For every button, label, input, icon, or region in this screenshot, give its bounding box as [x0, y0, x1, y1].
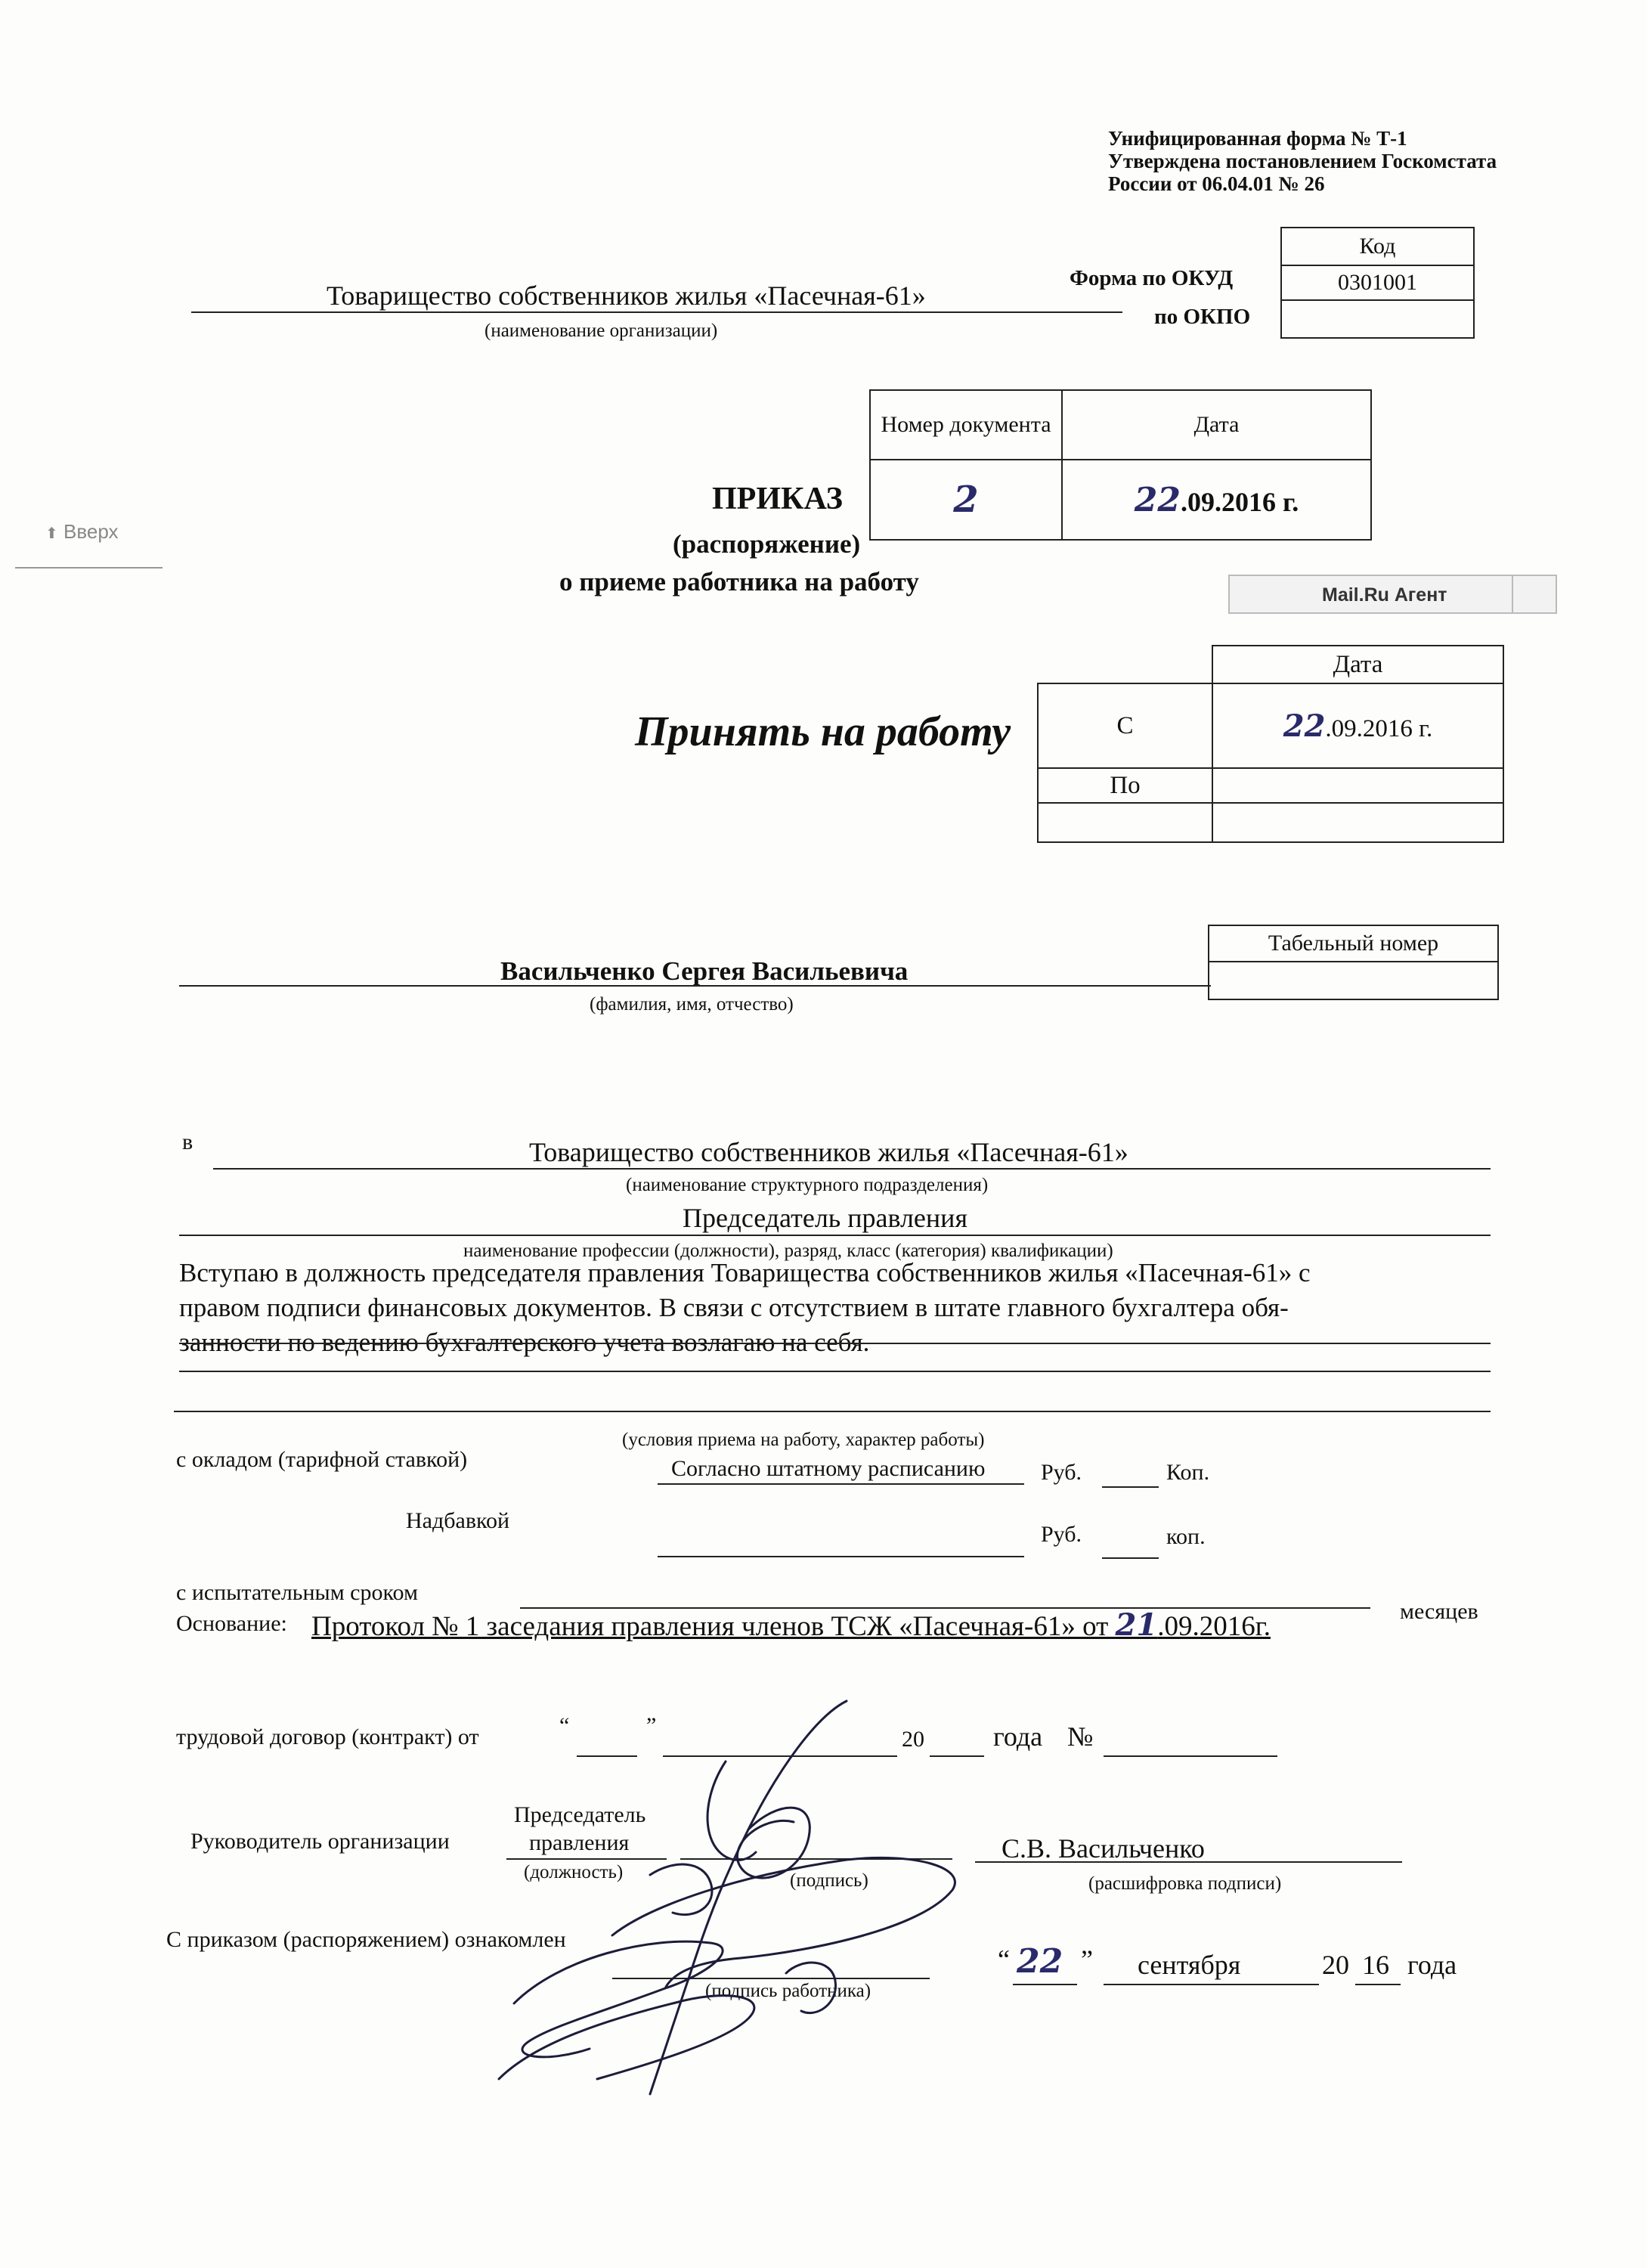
acknowledge-month-line [1104, 1984, 1319, 1985]
hire-date-header: Дата [1212, 646, 1503, 683]
head-label: Руководитель организации [190, 1829, 450, 1854]
hire-to-label: По [1038, 768, 1212, 803]
contract-number-sign: № [1067, 1721, 1094, 1752]
order-subtitle: (распоряжение) [673, 529, 861, 559]
bonus-label: Надбавкой [406, 1508, 510, 1533]
doc-number-header: Номер документа [870, 390, 1062, 460]
employee-name: Васильченко Сергея Васильевича [500, 956, 909, 986]
conditions-line-a [179, 1343, 1491, 1344]
bonus-kop-line [1102, 1557, 1159, 1559]
head-position-1: Председатель [514, 1802, 646, 1827]
conditions-line-1: Вступаю в должность председателя правления Товарищества собственников жилья «Пасечная-61» с [179, 1258, 1311, 1287]
acknowledge-year: 16 [1362, 1950, 1389, 1980]
acknowledge-close-quote: ” [1081, 1944, 1093, 1975]
form-header: Унифицированная форма № Т-1 Утверждена постановлением Госкомстата России от 06.04.01 № 26 [1108, 127, 1497, 195]
basis-label: Основание: [176, 1611, 287, 1636]
contract-number-line [1104, 1755, 1277, 1757]
conditions-line-c [174, 1411, 1491, 1412]
salary-line [658, 1483, 1024, 1485]
basis-text: Протокол № 1 заседания правления членов ТСЖ «Пасечная-61» от 21.09.2016г. [311, 1607, 1271, 1643]
contract-century: 20 [902, 1727, 924, 1752]
department-line [213, 1168, 1491, 1170]
signature-scribble [423, 1686, 1043, 2109]
acknowledge-month: сентября [1138, 1950, 1241, 1980]
arrow-up-icon: ⬆ [45, 525, 58, 542]
conditions-line-3: занности по ведению бухгалтерского учета возлагаю на себя. [179, 1328, 870, 1357]
probation-label: с испытательным сроком [176, 1580, 418, 1605]
department-caption: (наименование структурного подразделения) [626, 1175, 989, 1195]
hire-from-label: С [1038, 683, 1212, 768]
hire-label: Принять на работу [635, 708, 1011, 755]
position-caption: наименование профессии (должности), разряд, класс (категория) квалификации) [463, 1241, 1113, 1261]
contract-close-quote: ” [646, 1713, 657, 1738]
employee-caption: (фамилия, имя, отчество) [590, 994, 794, 1015]
position-line [179, 1235, 1491, 1236]
divider [15, 567, 163, 569]
conditions-caption: (условия приема на работу, характер работы) [622, 1430, 985, 1450]
scroll-up-button[interactable]: ⬆ Вверх [45, 520, 119, 543]
hire-to-value [1212, 768, 1503, 803]
head-signature-caption: (подпись) [790, 1870, 868, 1891]
hire-date-table [1037, 645, 1504, 843]
department-prefix: в [182, 1129, 193, 1154]
tab-number-table [1208, 925, 1499, 1000]
department-name: Товарищество собственников жилья «Пасечная-61» [529, 1137, 1128, 1167]
acknowledge-century: 20 [1322, 1950, 1349, 1980]
salary-kop-line [1102, 1486, 1159, 1488]
okpo-value [1281, 300, 1474, 338]
acknowledge-day: 22 [1017, 1942, 1063, 1981]
tab-number-value [1209, 962, 1498, 999]
bonus-rub: Руб. [1041, 1522, 1082, 1547]
head-position-2: правления [529, 1830, 630, 1855]
doc-date-header: Дата [1062, 390, 1371, 460]
contract-year-word: года [993, 1721, 1043, 1752]
okpo-label: по ОКПО [1154, 305, 1251, 329]
bonus-kop: коп. [1166, 1524, 1206, 1549]
okud-value: 0301001 [1281, 265, 1474, 300]
organization-name: Товарищество собственников жилья «Пасечная-61» [327, 280, 926, 311]
doc-date-value: 22.09.2016 г. [1062, 460, 1371, 540]
employee-line [179, 985, 1211, 987]
acknowledge-open-quote: “ [998, 1944, 1010, 1975]
order-subject: о приеме работника на работу [559, 567, 919, 596]
acknowledge-signature-caption: (подпись работника) [705, 1981, 871, 2001]
acknowledge-label: С приказом (распоряжением) ознакомлен [166, 1927, 566, 1952]
okud-label: Форма по ОКУД [1070, 266, 1234, 290]
mailru-agent-button[interactable]: Mail.Ru Агент [1228, 575, 1557, 614]
acknowledge-year-line [1355, 1984, 1401, 1985]
agent-divider [1512, 576, 1513, 612]
organization-caption: (наименование организации) [485, 321, 718, 341]
head-position-caption: (должность) [524, 1862, 624, 1882]
salary-rub: Руб. [1041, 1460, 1082, 1485]
contract-label: трудовой договор (контракт) от [176, 1724, 479, 1749]
head-decode: С.В. Васильченко [1002, 1833, 1205, 1864]
tab-number-header: Табельный номер [1209, 925, 1498, 962]
bonus-line [658, 1556, 1024, 1557]
kod-header: Код [1281, 228, 1474, 265]
conditions-line-2: правом подписи финансовых документов. В связи с отсутствием в штате главного бухгалтера обя- [179, 1293, 1289, 1322]
hire-from-value: 22.09.2016 г. [1212, 683, 1503, 768]
codes-table [1280, 227, 1475, 339]
salary-kop: Коп. [1166, 1460, 1210, 1485]
salary-value: Согласно штатному расписанию [671, 1456, 986, 1481]
position-name: Председатель правления [683, 1203, 967, 1233]
document-table [869, 389, 1372, 541]
organization-line [191, 311, 1122, 313]
conditions-line-b [179, 1371, 1491, 1372]
head-decode-caption: (расшифровка подписи) [1088, 1873, 1282, 1894]
order-title: ПРИКАЗ [712, 482, 843, 516]
acknowledge-year-word: года [1407, 1950, 1457, 1980]
probation-unit: месяцев [1400, 1599, 1478, 1624]
contract-open-quote: “ [559, 1713, 570, 1738]
salary-label: с окладом (тарифной ставкой) [176, 1447, 468, 1472]
doc-number-value: 2 [870, 460, 1062, 540]
